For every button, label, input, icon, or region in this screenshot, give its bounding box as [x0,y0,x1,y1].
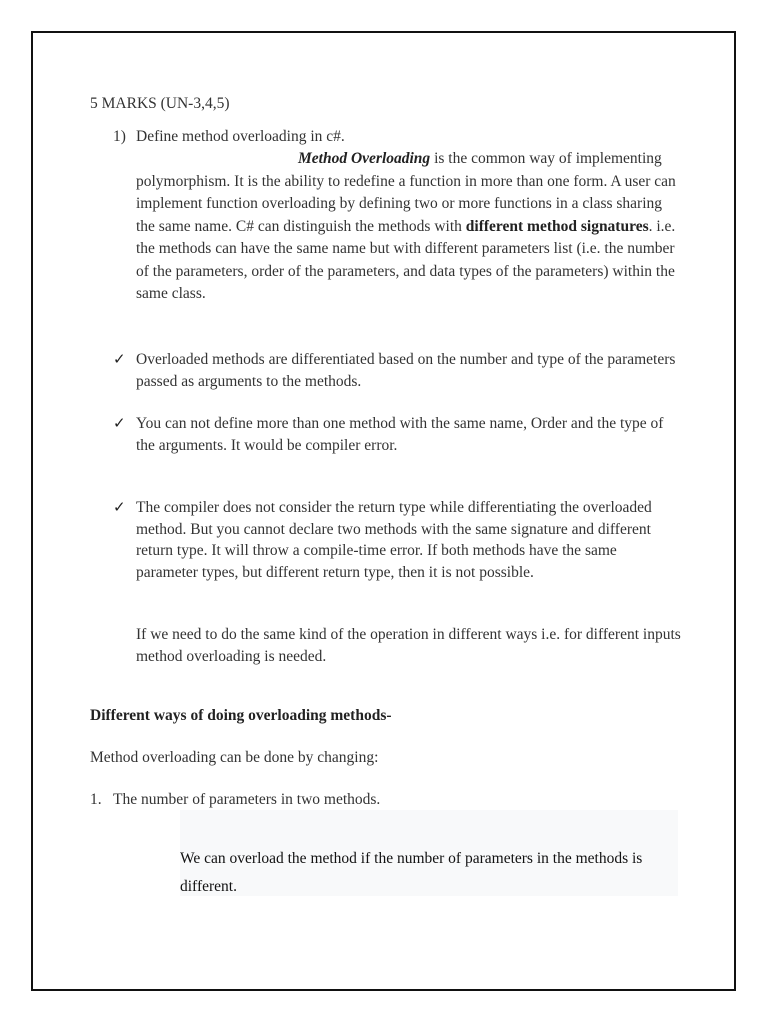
answer-text-part1: is the common way of implementing polymorphism. It is the ability to redefine a function in more than one form. A user can implement function overloading by defining two or more functions in a class sharing the same name. C# can distinguish the methods with [136,150,676,235]
bullet-item-1: Overloaded methods are differentiated based on the number and type of the parameters passed as arguments to the methods. [136,351,676,390]
shaded-box [180,810,678,896]
note-paragraph: If we need to do the same kind of the operation in different ways i.e. for different inputs method overloading is needed. [136,626,681,665]
bullet-item-2: You can not define more than one method with the same name, Order and the type of the arguments. It would be compiler error. [136,415,664,454]
check-icon: ✓ [113,416,126,432]
answer-text-part2: . i.e. the methods can have the same name but with different parameters list (i.e. the number of the parameters, order of the parameters, and data types of the parameters) within the same class. [136,217,676,302]
section-heading: Different ways of doing overloading methods- [90,707,392,724]
answer-paragraph [136,148,681,306]
bullet-item-3: The compiler does not consider the return type while differentiating the overloaded method. But you cannot declare two methods with the same signature and different return type. It will throw a compile-time error. If both methods have the same parameter types, but different return type, then it is not possible. [136,499,652,581]
box-text: We can overload the method if the number of parameters in the methods is different. [180,850,643,895]
intro-text: Method overloading can be done by changing: [90,749,379,766]
question-number: 1) [113,128,126,145]
list-item-text: The number of parameters in two methods. [113,791,381,808]
answer-bold-signatures: different method signatures [465,217,649,235]
check-icon: ✓ [113,500,126,516]
list-item-number: 1. [90,791,102,808]
term-method-overloading: Method Overloading [298,150,431,167]
question-text: Define method overloading in c#. [136,128,345,145]
check-icon: ✓ [113,352,126,368]
marks-header: 5 MARKS (UN-3,4,5) [90,95,230,112]
